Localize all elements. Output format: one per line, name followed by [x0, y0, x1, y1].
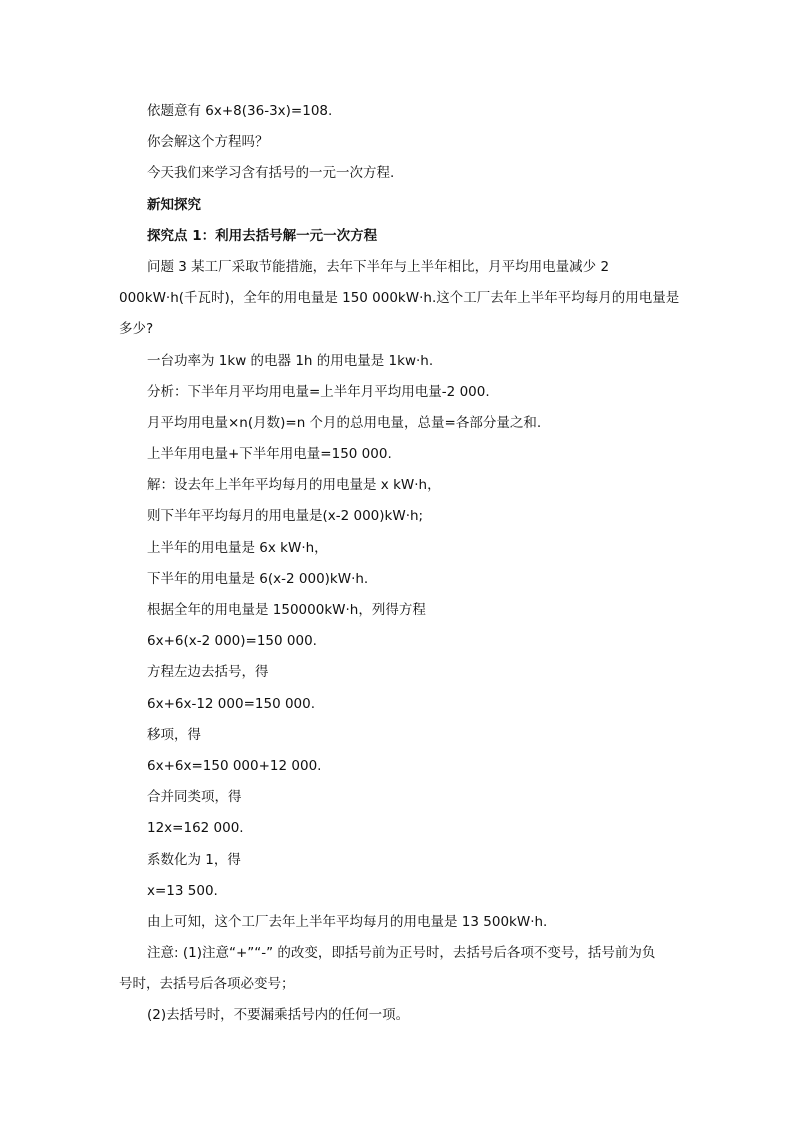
text-line: 则下半年平均每月的用电量是(x-2 000)kW·h; [147, 508, 424, 525]
text-line: 上半年用电量+下半年用电量=150 000. [147, 446, 392, 463]
text-line: 6x+6(x-2 000)=150 000. [147, 633, 317, 650]
text-line: (2)去括号时，不要漏乘括号内的任何一项。 [147, 1007, 410, 1024]
text-line: 6x+6x=150 000+12 000. [147, 757, 322, 774]
text-line: 分析：下半年月平均用电量=上半年月平均用电量-2 000. [147, 383, 490, 400]
text-line: 今天我们来学习含有括号的一元一次方程. [147, 165, 395, 182]
text-line: 系数化为 1，得 [147, 851, 241, 868]
text-line: 注意: (1)注意“+”“-” 的改变，即括号前为正号时，去括号后各项不变号，括号前为负 [147, 945, 656, 962]
text-line: 方程左边去括号，得 [147, 664, 269, 681]
text-line: 多少? [119, 321, 154, 338]
text-line: 由上可知，这个工厂去年上半年平均每月的用电量是 13 500kW·h. [147, 913, 548, 930]
text-line: 000kW·h(千瓦时)，全年的用电量是 150 000kW·h.这个工厂去年上半年平均每月的用电量是 [119, 290, 680, 307]
text-line: 号时，去括号后各项必变号； [119, 976, 295, 993]
text-line: 下半年的用电量是 6(x-2 000)kW·h. [147, 570, 369, 587]
text-line: 问题 3 某工厂采取节能措施，去年下半年与上半年相比，月平均用电量减少 2 [147, 258, 610, 275]
text-line: 上半年的用电量是 6x kW·h， [147, 539, 328, 556]
document-body [119, 96, 679, 1032]
text-line: 你会解这个方程吗？ [147, 134, 269, 151]
text-line: 解：设去年上半年平均每月的用电量是 x kW·h， [147, 477, 441, 494]
text-line: 一台功率为 1kw 的电器 1h 的用电量是 1kw·h. [147, 352, 434, 369]
text-line: 合并同类项，得 [147, 789, 242, 806]
text-line: 12x=162 000. [147, 820, 244, 837]
text-line: 依题意有 6x+8(36-3x)=108. [147, 103, 333, 119]
text-line: 月平均用电量×n(月数)=n 个月的总用电量，总量=各部分量之和. [147, 414, 542, 431]
text-line: x=13 500. [147, 882, 218, 899]
section-heading: 新知探究 [147, 196, 201, 213]
section-heading: 探究点 1：利用去括号解一元一次方程 [147, 227, 378, 244]
text-line: 根据全年的用电量是 150000kW·h，列得方程 [147, 602, 426, 618]
text-line: 移项，得 [147, 726, 201, 743]
text-line: 6x+6x-12 000=150 000. [147, 695, 316, 712]
